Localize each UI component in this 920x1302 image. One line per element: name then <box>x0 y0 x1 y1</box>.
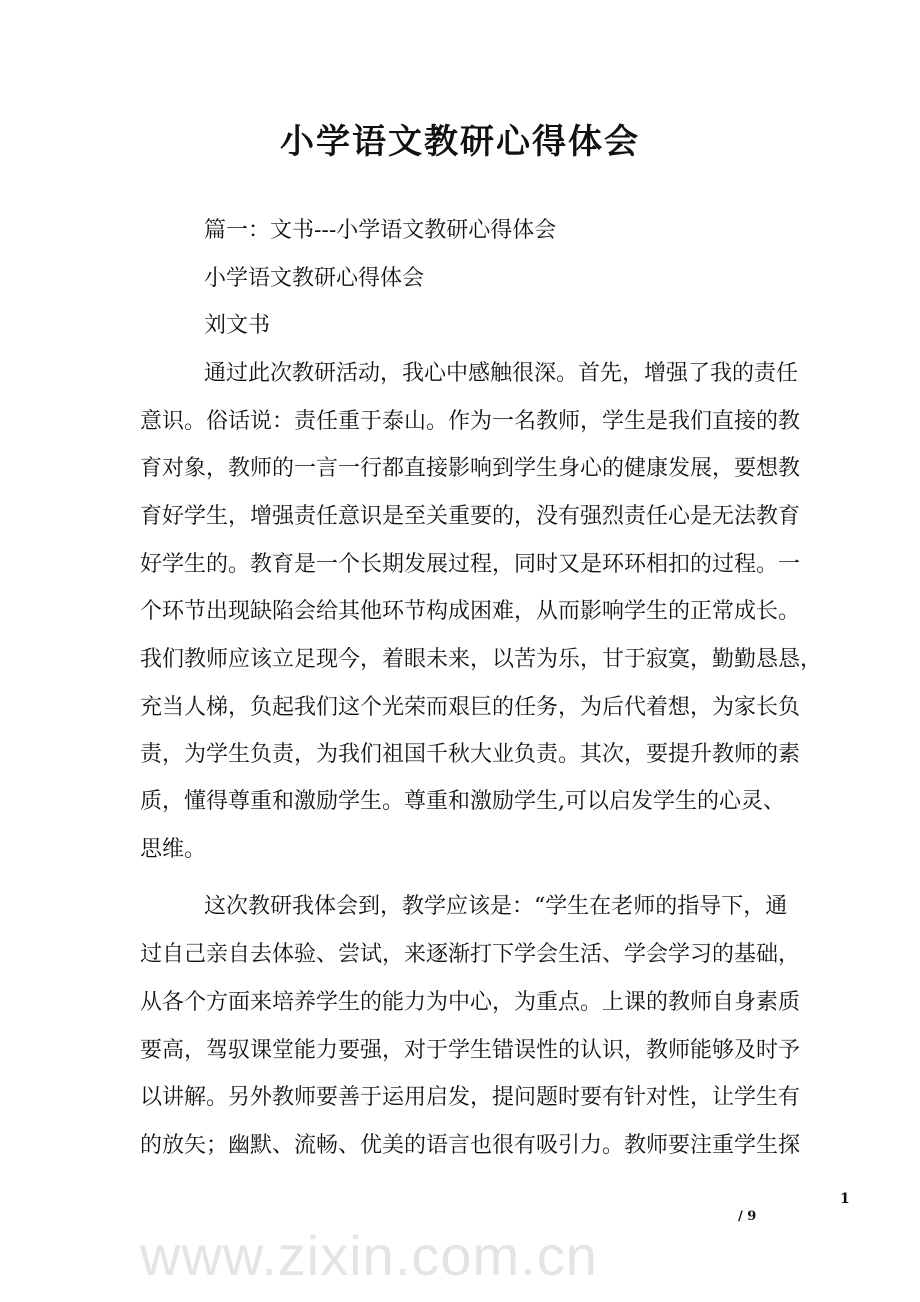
page-number: 1 <box>840 1191 850 1207</box>
author: 刘文书 <box>204 313 271 338</box>
text-line: 这次教研我体会到，教学应该是：“学生在老师的指导下，通 <box>204 894 788 919</box>
text-line: 充当人梯，负起我们这个光荣而艰巨的任务，为后代着想，为家长负 <box>140 695 801 720</box>
text-line: 过自己亲自去体验、尝试，来逐渐打下学会生活、学会学习的基础， <box>140 942 801 967</box>
text-line: 从各个方面来培养学生的能力为中心，为重点。上课的教师自身素质 <box>140 990 801 1015</box>
watermark: www.zixin.com.cn <box>140 1224 598 1287</box>
document-title: 小学语文教研心得体会 <box>280 122 640 162</box>
text-line: 要高，驾驭课堂能力要强，对于学生错误性的认识，教师能够及时予 <box>140 1038 801 1063</box>
text-line: 好学生的。教育是一个长期发展过程，同时又是环环相扣的过程。一 <box>140 552 801 577</box>
section-heading: 篇一：文书---小学语文教研心得体会 <box>204 218 557 243</box>
text-line: 育好学生，增强责任意识是至关重要的，没有强烈责任心是无法教育 <box>140 504 801 529</box>
page-total: / 9 <box>738 1209 757 1224</box>
text-line: 育对象，教师的一言一行都直接影响到学生身心的健康发展，要想教 <box>140 456 801 481</box>
text-line: 责，为学生负责，为我们祖国千秋大业负责。其次，要提升教师的素 <box>140 742 801 767</box>
text-line: 意识。俗话说：责任重于泰山。作为一名教师，学生是我们直接的教 <box>140 409 801 434</box>
text-line: 的放矢；幽默、流畅、优美的语言也很有吸引力。教师要注重学生探 <box>140 1133 801 1158</box>
text-line: 我们教师应该立足现今，着眼未来，以苦为乐，甘于寂寞，勤勤恳恳， <box>140 647 823 672</box>
text-line: 通过此次教研活动，我心中感触很深。首先，增强了我的责任 <box>204 361 799 386</box>
text-line: 思维。 <box>140 837 207 862</box>
subtitle: 小学语文教研心得体会 <box>204 266 425 291</box>
text-line: 个环节出现缺陷会给其他环节构成困难，从而影响学生的正常成长。 <box>140 599 801 624</box>
text-line: 以讲解。另外教师要善于运用启发，提问题时要有针对性，让学生有 <box>140 1085 801 1110</box>
text-line: 质，懂得尊重和激励学生。尊重和激励学生,可以启发学生的心灵、 <box>140 789 785 814</box>
